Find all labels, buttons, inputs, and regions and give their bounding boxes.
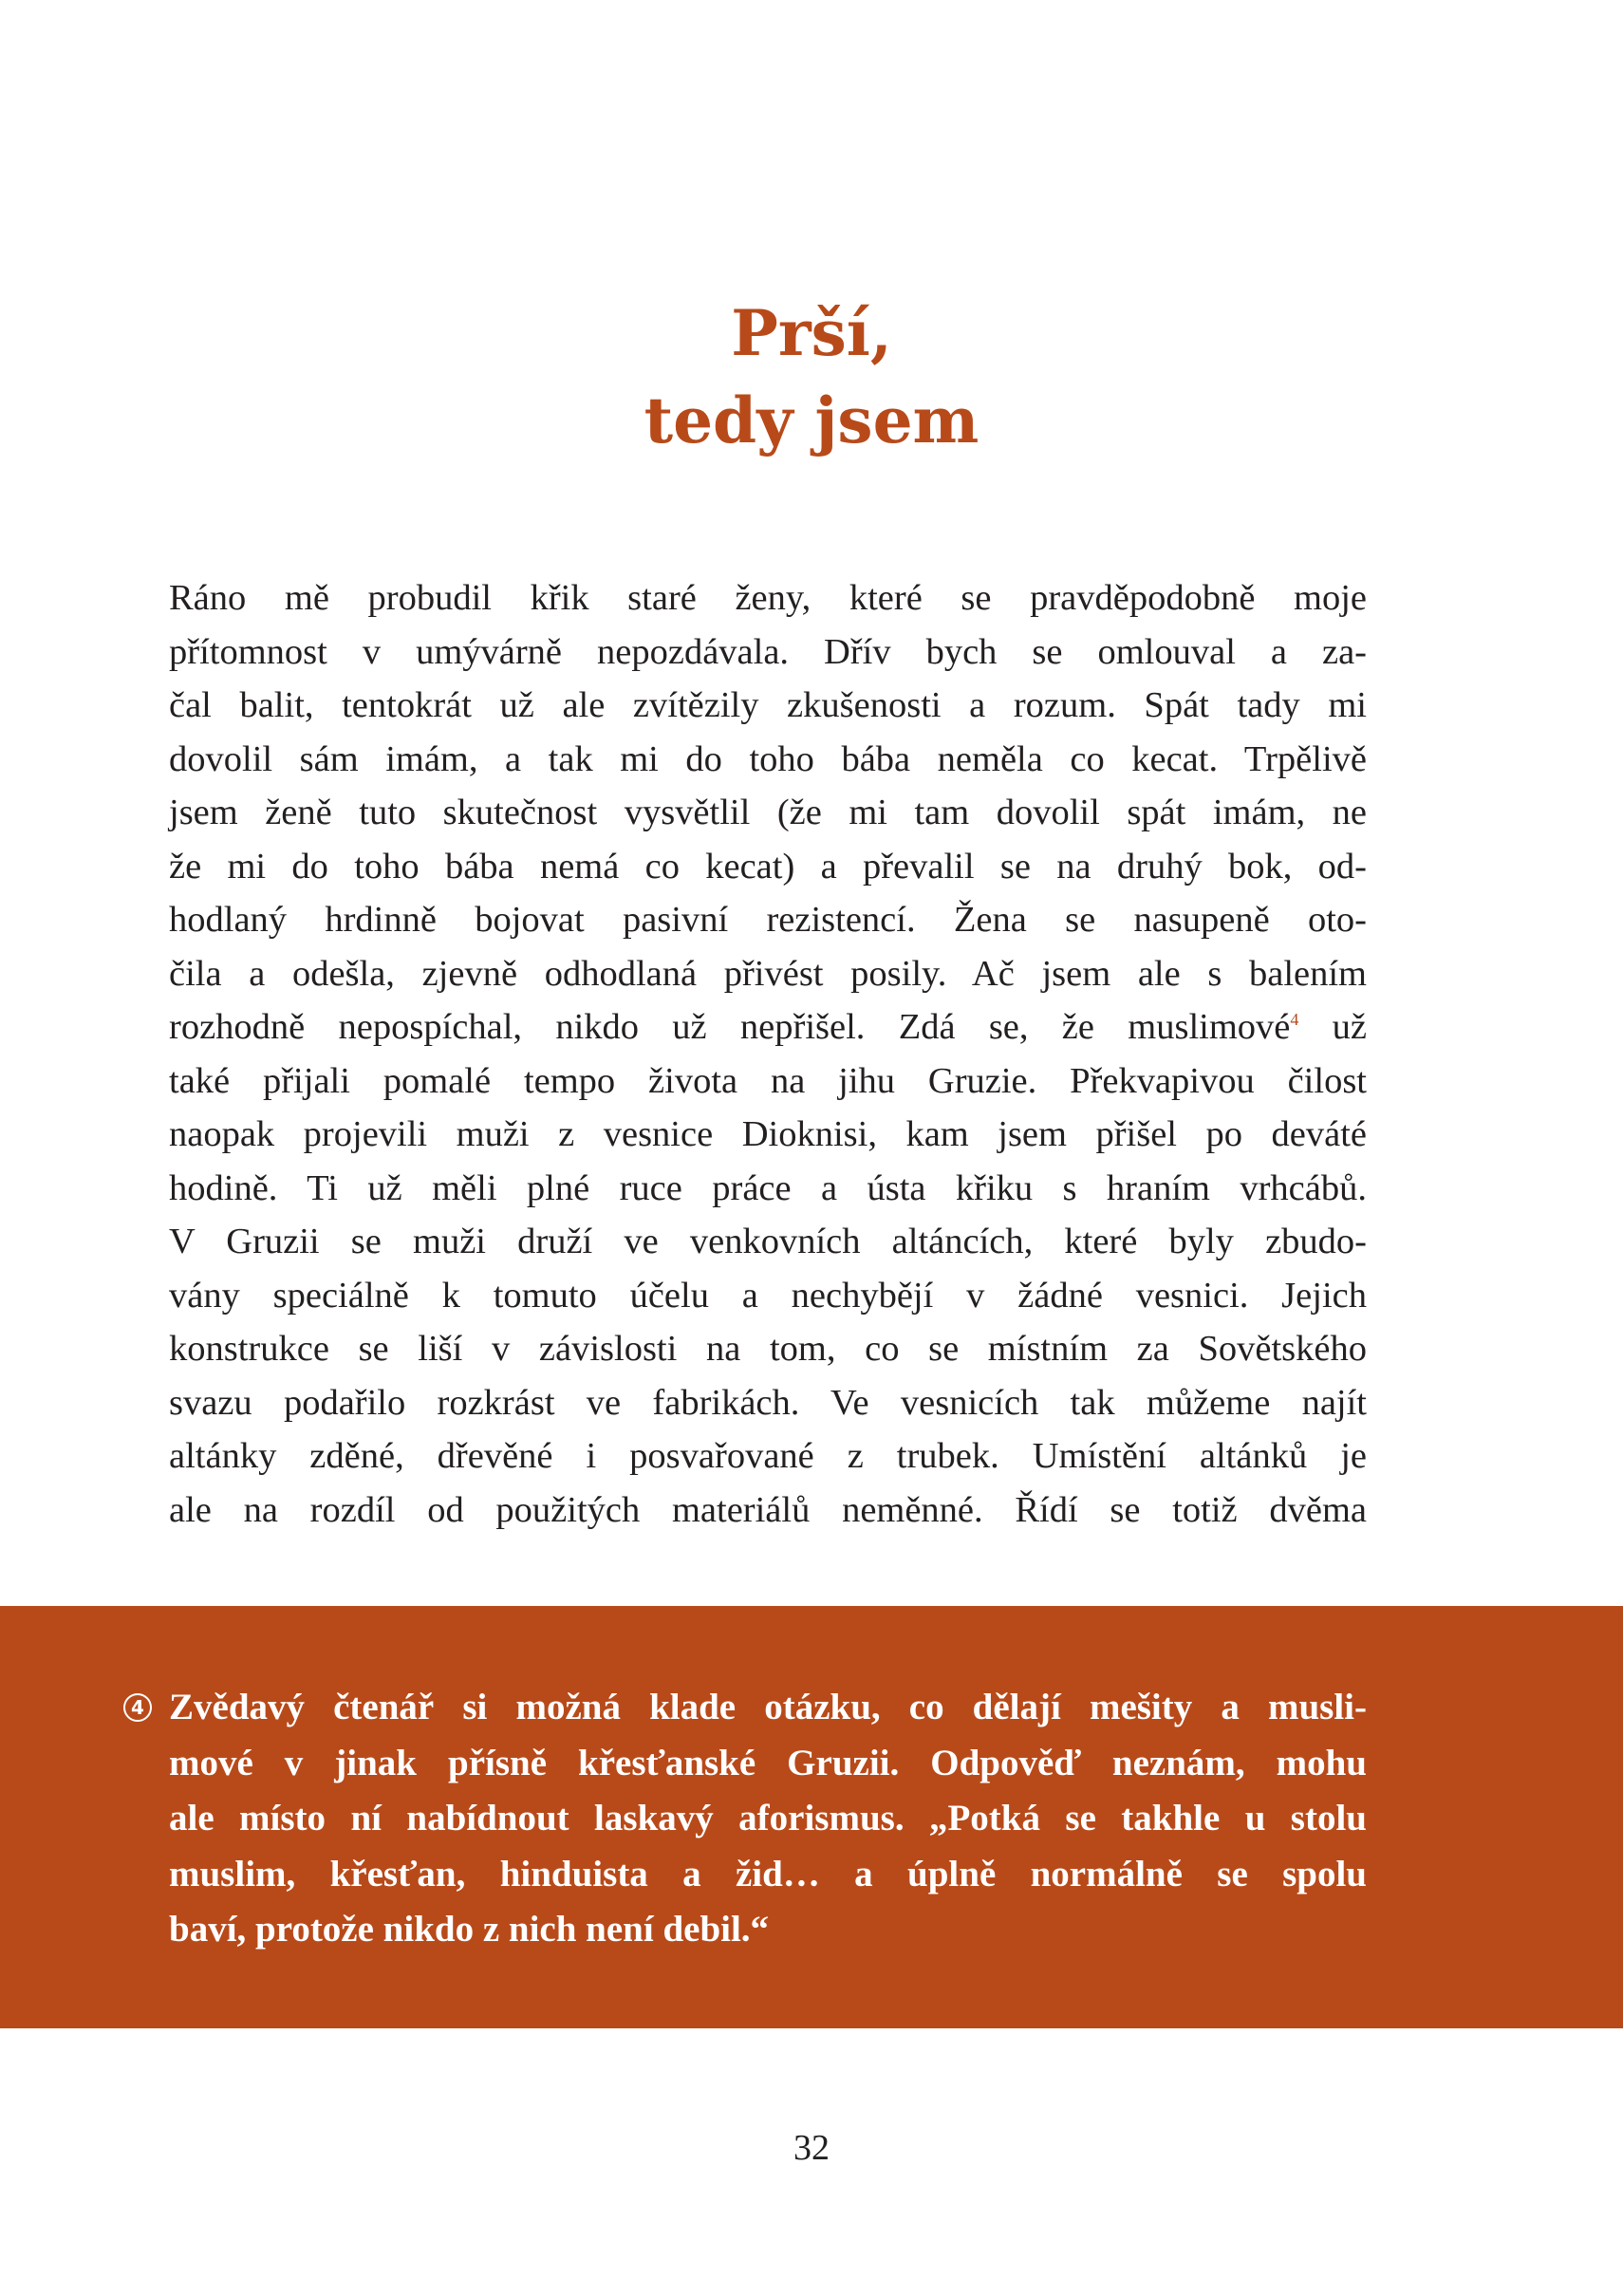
body-line: že mi do toho bába nemá co kecat) a převalil se na druhý bok, od- — [169, 846, 1367, 887]
chapter-title — [0, 289, 1623, 464]
footnote-box — [0, 1606, 1623, 2028]
footnote — [131, 1680, 1367, 1958]
page-number: 32 — [793, 2128, 830, 2168]
footnote-line: Zvědavý čtenář si možná klade otázku, co dělají mešity a musli- — [169, 1687, 1367, 1727]
footnote-marker: 4 — [123, 1693, 152, 1722]
body-line: vány speciálně k tomuto účelu a nechybějí v žádné vesnici. Jejich — [169, 1275, 1367, 1316]
body-line: konstrukce se liší v závislosti na tom, co se místním za Sovětského — [169, 1329, 1367, 1369]
body-line: hodině. Ti už měli plné ruce práce a ústa křiku s hraním vrhcábů. — [169, 1167, 1367, 1208]
body-line: čila a odešla, zjevně odhodlaná přivést posily. Ač jsem ale s balením — [169, 953, 1367, 994]
body-line: také přijali pomalé tempo života na jihu Gruzie. Překvapivou čilost — [169, 1060, 1367, 1101]
footnote-line: mové v jinak přísně křesťanské Gruzii. Odpověď neznám, mohu — [169, 1742, 1367, 1783]
body-text — [169, 571, 1367, 1537]
body-line: altánky zděné, dřevěné i posvařované z trubek. Umístění altánků je — [169, 1436, 1367, 1476]
chapter-title-line-2: tedy jsem — [644, 383, 979, 457]
body-line: přítomnost v umývárně nepozdávala. Dřív bych se omlouval a za- — [169, 631, 1367, 672]
body-line-with-footnote-ref — [169, 1000, 1367, 1055]
body-line: dovolil sám imám, a tak mi do toho bába neměla co kecat. Trpělivě — [169, 738, 1367, 779]
footnote-line: muslim, křesťan, hinduista a žid… a úplně normálně se spolu — [169, 1853, 1367, 1895]
body-line-text: rozhodně nepospíchal, nikdo už nepřišel. Zdá se, že muslimové — [169, 1007, 1291, 1047]
body-line: naopak projevili muži z vesnice Dioknisi, kam jsem přišel po deváté — [169, 1114, 1367, 1154]
footnote-line: baví, protože nikdo z nich není debil.“ — [169, 1909, 770, 1950]
body-line: Ráno mě probudil křik staré ženy, které se pravděpodobně moje — [169, 578, 1367, 618]
body-line: ale na rozdíl od použitých materiálů neměnné. Řídí se totiž dvěma — [169, 1489, 1367, 1530]
body-line: čal balit, tentokrát už ale zvítězily zkušenosti a rozum. Spát tady mi — [169, 685, 1367, 725]
body-line: jsem ženě tuto skutečnost vysvětlil (že mi tam dovolil spát imám, ne — [169, 793, 1367, 832]
body-line: V Gruzii se muži druží ve venkovních altáncích, které byly zbudo- — [169, 1222, 1367, 1261]
body-line-tail: už — [1298, 1007, 1367, 1047]
footnote-reference[interactable]: 4 — [1290, 1010, 1299, 1030]
body-line: hodlaný hrdinně bojovat pasivní rezistencí. Žena se nasupeně oto- — [169, 900, 1367, 940]
footnote-line: ale místo ní nabídnout laskavý aforismus. „Potká se takhle u stolu — [169, 1798, 1367, 1839]
chapter-title-line-1: Prší, — [731, 296, 892, 370]
body-line: svazu podařilo rozkrást ve fabrikách. Ve vesnicích tak můžeme najít — [169, 1382, 1367, 1423]
